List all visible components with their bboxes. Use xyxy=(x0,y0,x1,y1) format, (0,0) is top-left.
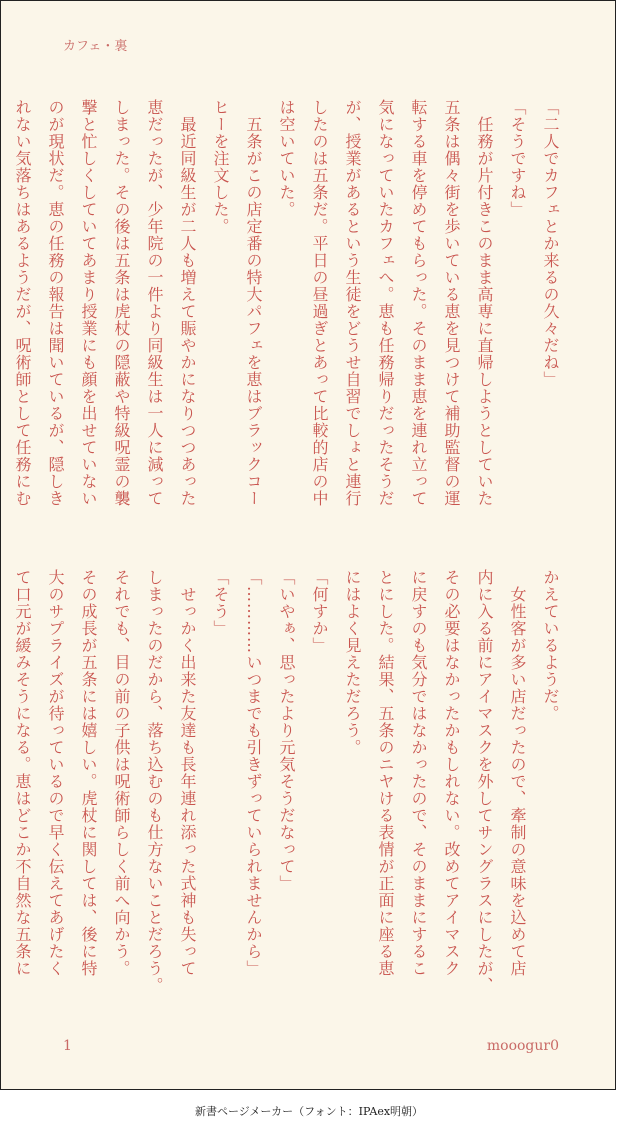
text-line: とにした。結果、五条のニヤける表情が正面に座る恵 xyxy=(376,569,395,977)
text-line: 気になっていたカフェへ。恵も任務帰りだったそうだ xyxy=(376,99,395,507)
text-line: 転する車を停めてもらった。そのまま恵を連れ立って xyxy=(409,99,428,507)
text-line: 最近同級生が二人も増えて賑やかになりつつあった xyxy=(178,99,197,507)
text-line: しまった。その後は五条は虎杖の隠蔽や特級呪霊の襲 xyxy=(112,99,131,507)
text-line: 任務が片付きこのまま高専に直帰しようとしていた xyxy=(475,99,494,507)
text-line: 女性客が多い店だったので、牽制の意味を込めて店 xyxy=(508,569,527,977)
text-line: て口元が緩みそうになる。恵はどこか不自然な五条に xyxy=(13,569,32,977)
chapter-title: カフェ・裏 xyxy=(63,39,128,54)
text-line: 撃と忙しくしていてあまり授業にも顔を出せていない xyxy=(79,99,98,507)
text-line: 「何すか」 xyxy=(310,569,329,654)
text-line: 「そうですね」 xyxy=(508,99,527,218)
text-line: したのは五条だ。平日の昼過ぎとあって比較的店の中 xyxy=(310,99,329,507)
text-line: ヒーを注文した。 xyxy=(211,99,230,235)
text-line: 「いやぁ、思ったより元気そうだなって」 xyxy=(277,569,296,892)
text-line: その必要はなかったかもしれない。改めてアイマスク xyxy=(442,569,461,977)
text-line: のが現状だ。恵の任務の報告は聞いているが、隠しき xyxy=(46,99,65,507)
text-line: れない気落ちはあるようだが、呪術師として任務にむ xyxy=(13,99,32,507)
text-line: に戻すのも気分ではなかったので、そのままにするこ xyxy=(409,569,428,977)
text-line: 「二人でカフェとか来るの久々だね」 xyxy=(541,99,560,388)
text-line: 「そう」 xyxy=(211,569,230,637)
text-line: 五条がこの店定番の特大パフェを恵はブラックコー xyxy=(244,99,263,507)
text-line: は空いていた。 xyxy=(277,99,296,218)
text-block-bottom xyxy=(13,569,567,1009)
text-line: にはよく見えただろう。 xyxy=(343,569,362,756)
app-caption: 新書ページメーカー（フォント：IPAex明朝） xyxy=(194,1105,424,1118)
text-line: が、授業があるという生徒をどうせ自習でしょと連行 xyxy=(343,99,362,507)
text-line: しまったのだから、落ち込むのも仕方ないことだろう。 xyxy=(145,569,164,994)
text-line: その成長が五条には嬉しい。虎杖に関しては、後に特 xyxy=(79,569,98,977)
text-line: せっかく出来た友達も長年連れ添った式神も失って xyxy=(178,569,197,977)
text-line: 「…………いつまでも引きずっていられませんから」 xyxy=(244,569,263,977)
text-block-top xyxy=(13,99,567,539)
text-line: 五条は偶々街を歩いている恵を見つけて補助監督の運 xyxy=(442,99,461,507)
text-line: 大のサプライズが待っているので早く伝えてあげたく xyxy=(46,569,65,977)
text-line: 恵だったが、少年院の一件より同級生は一人に減って xyxy=(145,99,164,507)
author-name: mooogur0 xyxy=(486,1038,559,1054)
text-line: それでも、目の前の子供は呪術師らしく前へ向かう。 xyxy=(112,569,131,977)
text-line: かえているようだ。 xyxy=(541,569,560,722)
page-number: 1 xyxy=(63,1038,72,1054)
text-line: 内に入る前にアイマスクを外してサングラスにしたが、 xyxy=(475,569,494,994)
